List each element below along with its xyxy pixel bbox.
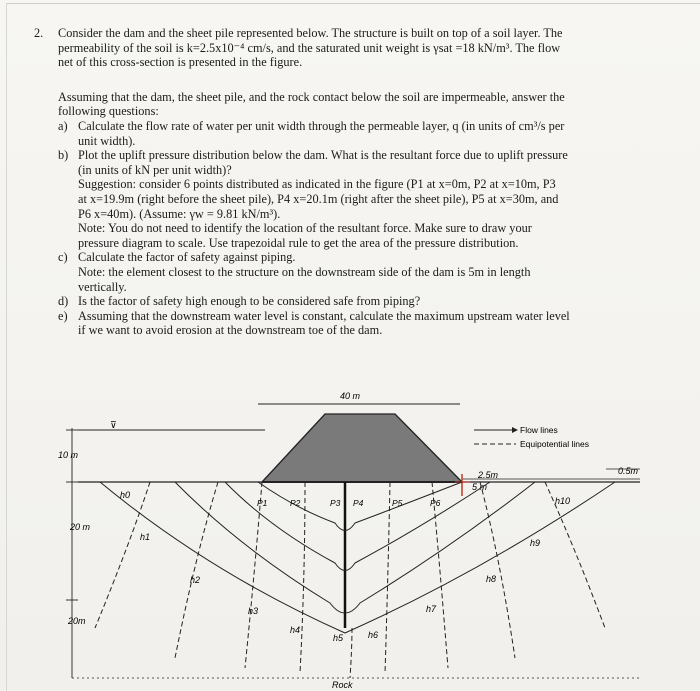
dim-2-5m-label: 2.5m bbox=[478, 470, 499, 480]
question-number: 2. bbox=[34, 26, 44, 40]
head-h10: h10 bbox=[555, 496, 571, 506]
item-line: pressure diagram to scale. Use trapezoidal rule to get the area of the pressure distribution. bbox=[78, 235, 519, 250]
item-line: Calculate the factor of safety against piping. bbox=[78, 250, 296, 265]
legend-flow-arrow bbox=[512, 427, 518, 433]
head-h3: h3 bbox=[248, 606, 259, 616]
assume-paragraph bbox=[58, 90, 674, 119]
item-a bbox=[58, 119, 674, 148]
item-line: (in units of kN per unit width)? bbox=[78, 162, 232, 177]
head-h5: h5 bbox=[333, 633, 344, 643]
dim-20m-label: 20 m bbox=[70, 522, 91, 532]
item-e bbox=[58, 309, 674, 338]
assume-line: following questions: bbox=[58, 104, 159, 119]
item-line: P6 x=40m). (Assume: γw = 9.81 kN/m³). bbox=[78, 206, 281, 221]
dim-20m-label-2: 20m bbox=[68, 616, 86, 626]
equipotential-h1 bbox=[95, 482, 150, 628]
head-h1: h1 bbox=[140, 532, 151, 542]
item-line: vertically. bbox=[78, 279, 127, 294]
item-label: a) bbox=[58, 118, 68, 133]
point-p5: P5 bbox=[392, 498, 403, 508]
head-h7: h7 bbox=[426, 604, 437, 614]
item-line: unit width). bbox=[78, 133, 136, 148]
item-line: Note: You do not need to identify the location of the resultant force. Make sure to draw your bbox=[78, 221, 532, 236]
equipotential-h9 bbox=[545, 482, 605, 628]
head-h6: h6 bbox=[368, 630, 379, 640]
question-text bbox=[34, 26, 674, 338]
item-line: Is the factor of safety high enough to be considered safe from piping? bbox=[78, 294, 421, 309]
head-h4: h4 bbox=[290, 625, 301, 635]
top-border bbox=[6, 3, 700, 4]
water-symbol: ⊽ bbox=[110, 420, 117, 430]
legend-flow-label: Flow lines bbox=[520, 425, 558, 435]
dim-40m-label: 40 m bbox=[340, 391, 361, 401]
legend-equip-label: Equipotential lines bbox=[520, 439, 589, 449]
item-line: at x=19.9m (right before the sheet pile), P4 x=20.1m (right after the sheet pile), P5 at x=30m, and bbox=[78, 191, 559, 206]
intro-line: net of this cross-section is presented in the figure. bbox=[58, 55, 303, 70]
head-h2: h2 bbox=[190, 575, 201, 585]
assume-line: Assuming that the dam, the sheet pile, and the rock contact below the soil are impermeable, answer the bbox=[58, 89, 565, 104]
equipotential-h4 bbox=[300, 482, 305, 673]
equipotential-h2 bbox=[175, 482, 218, 658]
dam-body bbox=[262, 414, 462, 482]
flow-net-figure bbox=[0, 378, 700, 691]
intro-line: Consider the dam and the sheet pile represented below. The structure is built on top of a soil layer. The bbox=[58, 26, 563, 40]
head-h8: h8 bbox=[486, 574, 497, 584]
item-line: Plot the uplift pressure distribution below the dam. What is the resultant force due to uplift pressure bbox=[78, 148, 568, 163]
intro-paragraph bbox=[58, 26, 674, 70]
item-line: Assuming that the downstream water level is constant, calculate the maximum upstream water level bbox=[78, 308, 570, 323]
point-p2: P2 bbox=[290, 498, 301, 508]
rock-label: Rock bbox=[332, 680, 353, 690]
intro-line: permeability of the soil is k=2.5x10⁻⁴ cm/s, and the saturated unit weight is γsat =18 kN/m³. The flow bbox=[58, 40, 561, 55]
point-p3: P3 bbox=[330, 498, 341, 508]
item-b bbox=[58, 148, 674, 250]
item-label: c) bbox=[58, 250, 68, 265]
item-line: if we want to avoid erosion at the downstream toe of the dam. bbox=[78, 323, 383, 338]
item-label: d) bbox=[58, 294, 69, 309]
equipotential-h5 bbox=[350, 628, 352, 678]
flow-line-3 bbox=[225, 482, 490, 571]
point-p6: P6 bbox=[430, 498, 441, 508]
point-p1: P1 bbox=[257, 498, 268, 508]
item-d bbox=[58, 294, 674, 309]
dim-0-5m-label: 0.5m bbox=[618, 466, 639, 476]
head-h9: h9 bbox=[530, 538, 541, 548]
item-line: Suggestion: consider 6 points distributed as indicated in the figure (P1 at x=0m, P2 at x=10m, P3 bbox=[78, 177, 556, 192]
head-h0: h0 bbox=[120, 490, 131, 500]
item-label: e) bbox=[58, 308, 68, 323]
equipotential-h8 bbox=[480, 482, 515, 658]
item-line: Calculate the flow rate of water per unit width through the permeable layer, q (in units of cm³/s per bbox=[78, 118, 565, 133]
item-line: Note: the element closest to the structure on the downstream side of the dam is 5m in length bbox=[78, 264, 531, 279]
equipotential-h3 bbox=[245, 482, 262, 668]
point-p4: P4 bbox=[353, 498, 364, 508]
dim-5m-label: 5 m bbox=[472, 482, 488, 492]
item-c bbox=[58, 250, 674, 294]
item-label: b) bbox=[58, 148, 69, 163]
dim-10m-label: 10 m bbox=[58, 450, 79, 460]
